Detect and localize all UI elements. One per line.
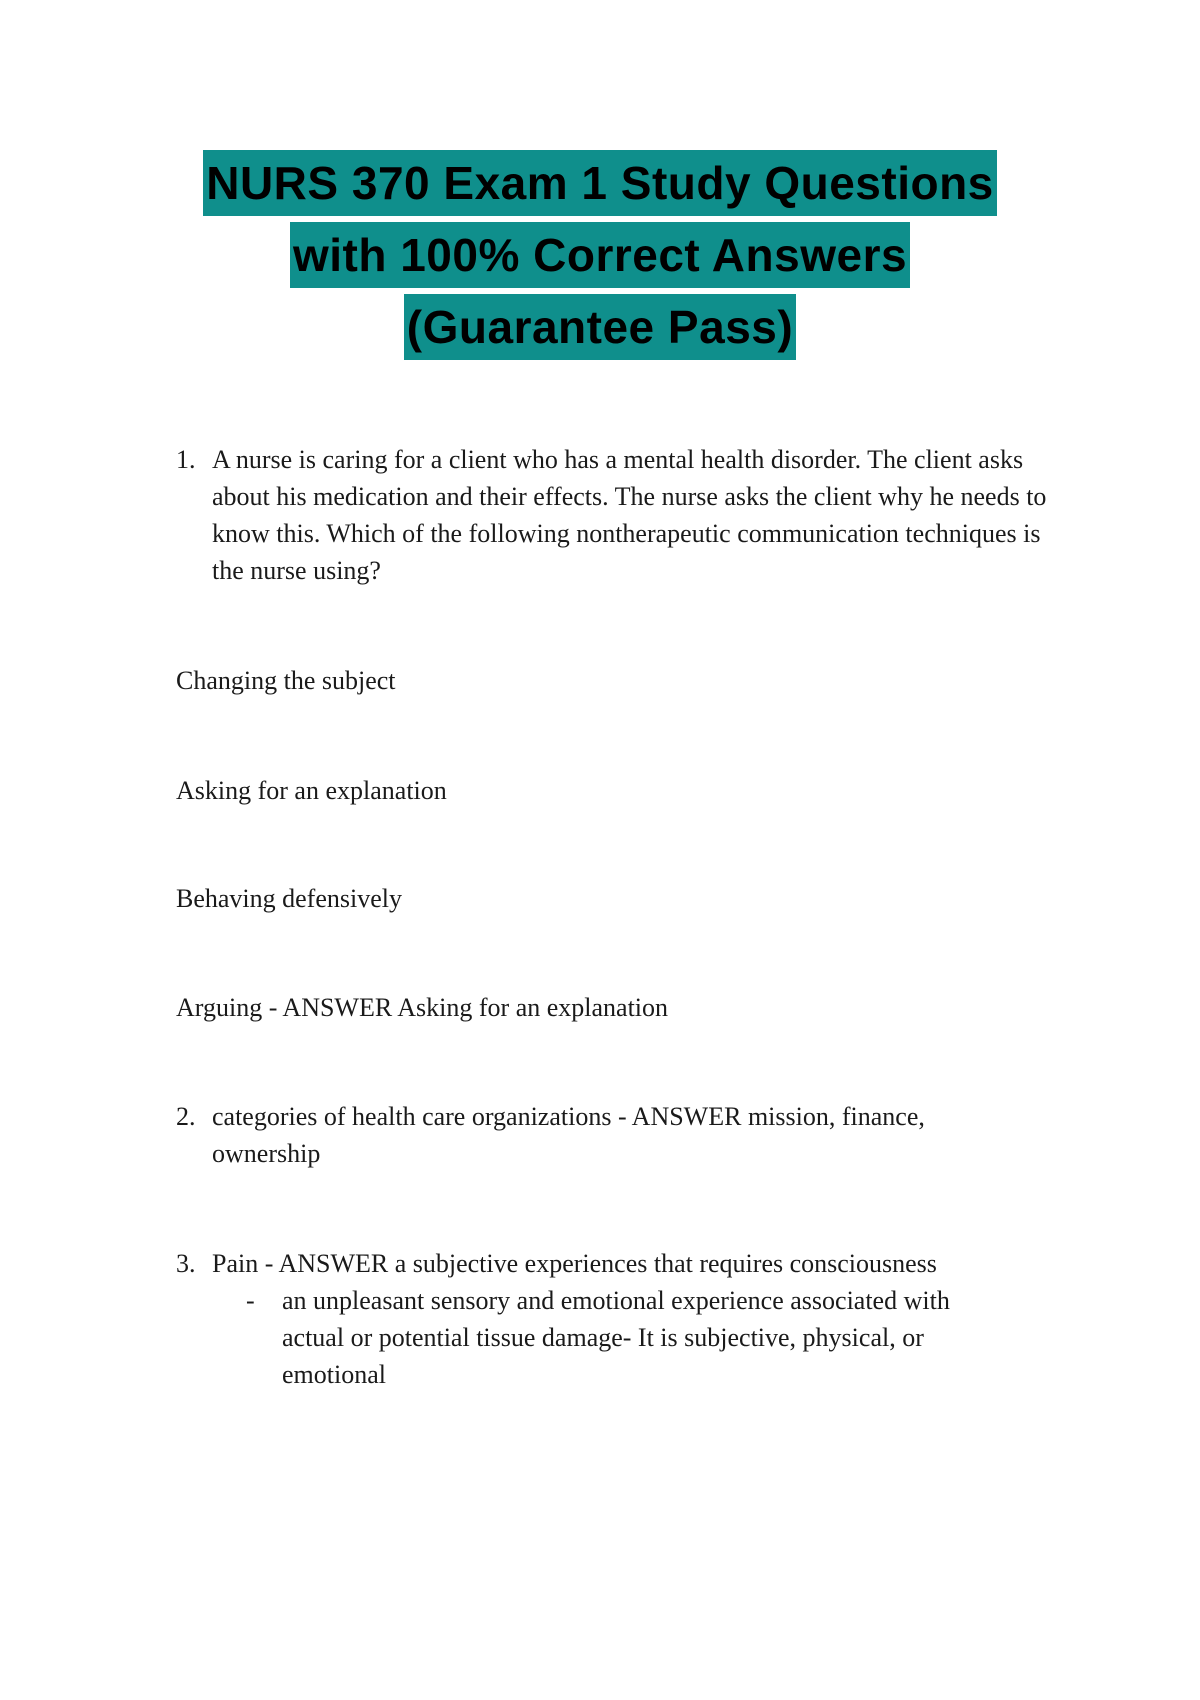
dash-bullet: -: [246, 1286, 255, 1315]
question-3-text: Pain - ANSWER a subjective experiences that requires consciousness: [212, 1249, 937, 1278]
question-2-text: categories of health care organizations - ANSWER mission, finance, ownership: [212, 1102, 925, 1168]
question-1: [176, 441, 1066, 589]
question-1-option-3: Behaving defensively: [176, 884, 402, 913]
question-1-number: 1.: [176, 445, 196, 474]
question-1-text: A nurse is caring for a client who has a mental health disorder. The client asks about his medication and their effects. The nurse asks the client why he needs to know this. Which of the following nontherapeutic communication techniques is the nurse using?: [212, 445, 1047, 585]
question-3-subpoint: [246, 1282, 1016, 1393]
question-2-number: 2.: [176, 1102, 196, 1131]
question-1-option-1: Changing the subject: [176, 666, 396, 695]
question-3-number: 3.: [176, 1249, 196, 1278]
question-2: [176, 1098, 996, 1172]
question-3-subpoint-text: an unpleasant sensory and emotional experience associated with actual or potential tissue damage- It is subjective, physical, or emotional: [282, 1286, 950, 1389]
question-3: [176, 1245, 1016, 1393]
question-1-option-2: Asking for an explanation: [176, 776, 447, 805]
title-line-2: with 100% Correct Answers: [290, 222, 910, 288]
document-title: [0, 150, 1200, 366]
title-line-3: (Guarantee Pass): [404, 294, 796, 360]
question-1-option-4-answer: Arguing - ANSWER Asking for an explanation: [176, 993, 669, 1022]
title-line-1: NURS 370 Exam 1 Study Questions: [203, 150, 997, 216]
